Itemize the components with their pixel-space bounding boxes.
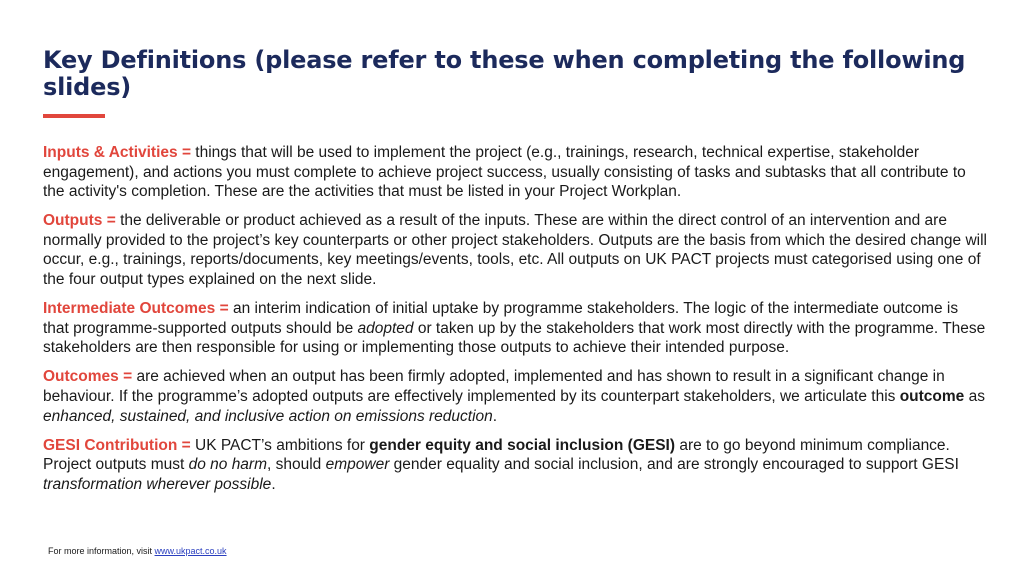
definition-text-italic: do no harm [188,456,268,474]
definition-term: Outputs = [43,212,116,230]
definition-outputs [43,211,988,289]
definition-text: , should [267,456,326,474]
definition-text-bold: outcome [899,388,965,406]
definition-text: an interim indication of initial uptake by programme stakeholders. The logic of the intermediate outcome is that programme-supported outputs should be [43,300,959,337]
definition-gesi-contribution [43,436,988,495]
definition-text: . [271,475,276,493]
definition-text: the deliverable or product achieved as a result of the inputs. These are within the direct control of an intervention and are normally provided to the project’s key counterparts or other project stakeholders. Outputs are the basis from which the desired change will occur, e.g., trainings, reports/documents, key meetings/events, tools, etc. All outputs on UK PACT projects must categorised using one of the four output types explained on the next slide. [43,212,987,289]
footer-prefix: For more information, visit [48,546,155,556]
definition-outcomes [43,367,988,426]
definition-text: . [492,407,498,425]
slide-title: Key Definitions (please refer to these when completing the following slides) [43,46,966,101]
definition-text: gender equality and social inclusion, and are strongly encouraged to support GESI [389,456,959,474]
definition-text: are to go beyond minimum compliance. Project outputs must [43,436,950,474]
definition-text-italic: transformation wherever possible [43,475,272,493]
definition-text: are achieved when an output has been firmly adopted, implemented and has shown to result in a significant change in behaviour. If the programme’s adopted outputs are effectively implemented by its counterpart stakeholders, we articulate this [43,368,945,406]
definition-text-italic: adopted [357,319,414,337]
definition-intermediate-outcomes [43,299,988,358]
definition-term: GESI Contribution = [43,436,191,454]
definition-text-italic: enhanced, sustained, and inclusive action on emissions reduction [43,407,493,425]
definitions-list [43,143,988,504]
definition-text: things that will be used to implement the project (e.g., trainings, research, technical expertise, stakeholder engagement), and actions you must complete to achieve project success, usually consisting of tasks and subtasks that all contribute to the activity's completion. These are the activities that must be listed in your Project Workplan. [43,144,966,201]
definition-text: or taken up by the stakeholders that work most directly with the programme. These stakeholders are then responsible for using or implementing those outputs to achieve their intended purpose. [43,319,986,357]
title-accent-bar [43,114,105,118]
definition-inputs-activities [43,143,988,202]
definition-text-italic: empower [325,456,390,474]
footer-note [48,546,227,556]
footer-link[interactable]: www.ukpact.co.uk [154,546,227,556]
definition-text: as [964,388,985,406]
definition-term: Intermediate Outcomes = [43,300,229,318]
definition-text-bold: gender equity and social inclusion (GESI) [369,436,676,454]
definition-term: Inputs & Activities = [43,144,191,161]
definition-term: Outcomes = [43,368,133,386]
definition-text: UK PACT’s ambitions for [190,436,370,454]
